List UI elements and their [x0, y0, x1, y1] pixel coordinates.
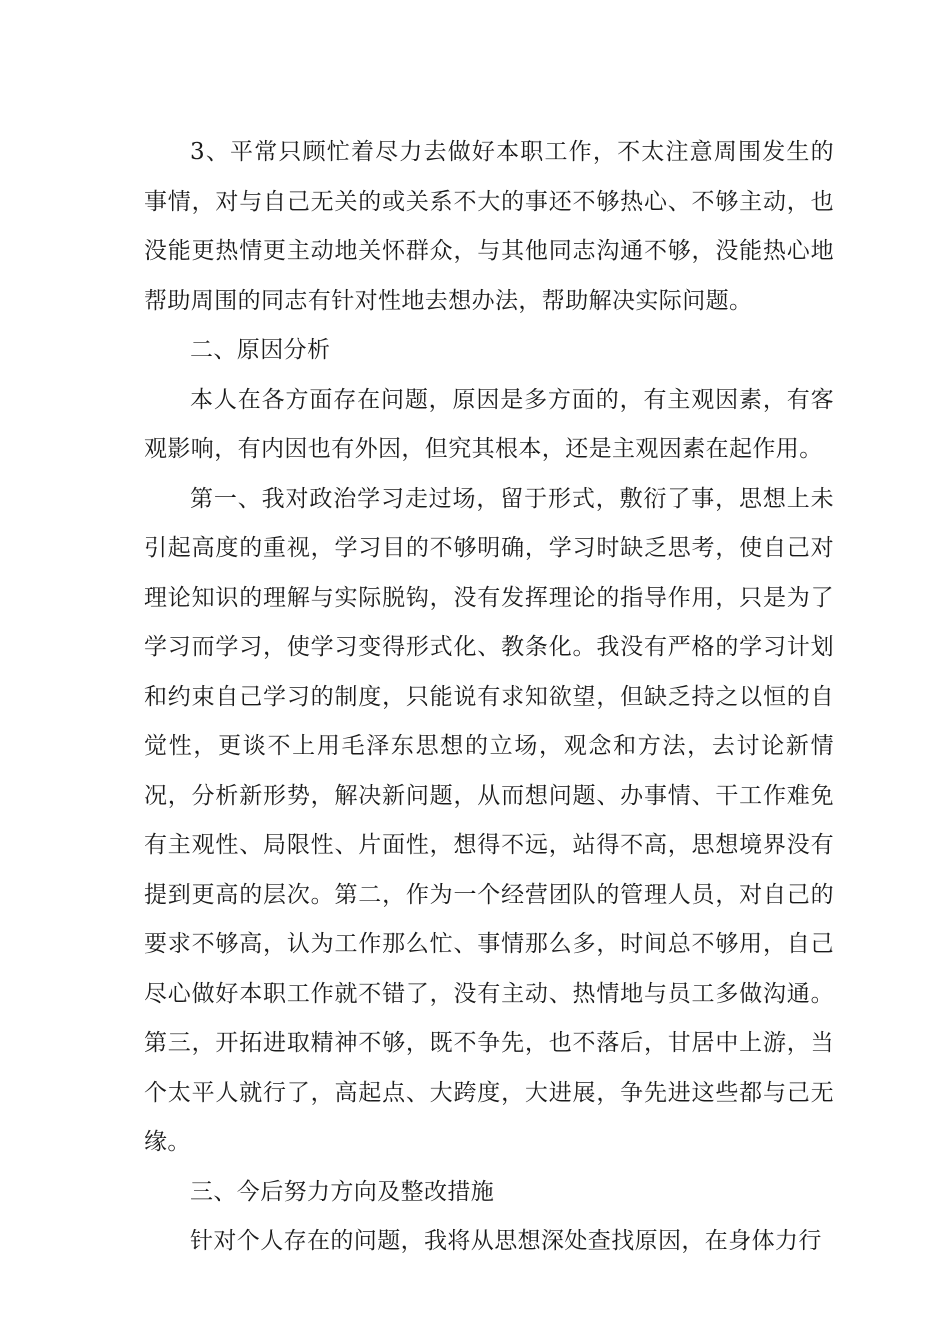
section-heading-cause-analysis: 二、原因分析 — [190, 337, 331, 363]
document-body — [144, 128, 834, 1267]
paragraph-cause-overview: 本人在各方面存在问题，原因是多方面的，有主观因素，有客观影响，有内因也有外因，但究其根本，还是主观因素在起作用。 — [144, 386, 834, 462]
paragraph-item-3: 3、平常只顾忙着尽力去做好本职工作，不太注意周围发生的事情，对与自己无关的或关系不大的事还不够热心、不够主动，也没能更热情更主动地关怀群众，与其他同志沟通不够，没能热心地帮助周围的同志有针对性地去想办法，帮助解决实际问题。 — [144, 139, 834, 314]
section-heading-improvement-measures: 三、今后努力方向及整改措施 — [190, 1178, 495, 1205]
paragraph-cause-details: 第一、我对政治学习走过场，留于形式，敷衍了事，思想上未引起高度的重视，学习目的不够明确，学习时缺乏思考，使自己对理论知识的理解与实际脱钩，没有发挥理论的指导作用，只是为了学习而学习，使学习变得形式化、教条化。我没有严格的学习计划和约束自己学习的制度，只能说有求知欲望，但缺乏持之以恒的自觉性，更谈不上用毛泽东思想的立场，观念和方法，去讨论新情况，分析新形势，解决新问题，从而想问题、办事情、干工作难免有主观性、局限性、片面性，想得不远，站得不高，思想境界没有提到更高的层次。第二，作为一个经营团队的管理人员，对自己的要求不够高，认为工作那么忙、事情那么多，时间总不够用，自己尽心做好本职工作就不错了，没有主动、热情地与员工多做沟通。第三，开拓进取精神不够，既不争先，也不落后，甘居中上游，当个太平人就行了，高起点、大跨度，大进展，争先进这些都与己无缘。 — [144, 485, 834, 1155]
paragraph-improvement-intro: 针对个人存在的问题，我将从思想深处查找原因，在身体力行 — [190, 1228, 822, 1254]
